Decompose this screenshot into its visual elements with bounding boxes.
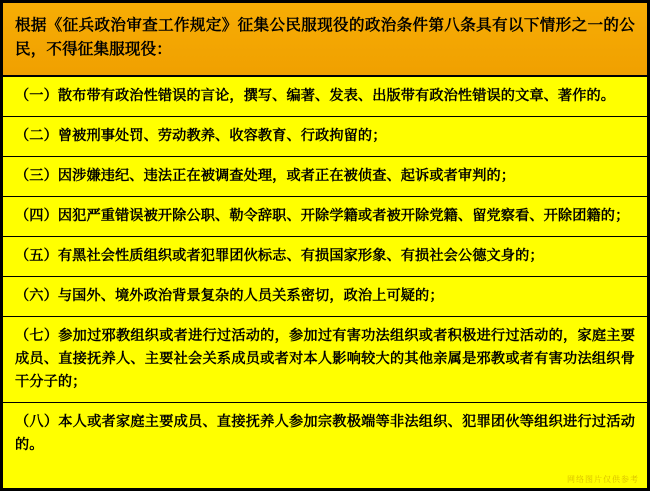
header-text: 根据《征兵政治审查工作规定》征集公民服现役的政治条件第八条具有以下情形之一的公民，不得征集服现役： (15, 16, 635, 59)
clause-item: （四）因犯严重错误被开除公职、勒令辞职、开除学籍或者被开除党籍、留党察看、开除团籍的； (3, 197, 647, 237)
watermark-text: 网络图片仅供参考 (567, 475, 639, 484)
clause-item: （六）与国外、境外政治背景复杂的人员关系密切，政治上可疑的； (3, 277, 647, 317)
clause-list (3, 77, 647, 465)
clause-item: （三）因涉嫌违纪、违法正在被调查处理，或者正在被侦查、起诉或者审判的； (3, 157, 647, 197)
clause-item: （七）参加过邪教组织或者进行过活动的，参加过有害功法组织或者积极进行过活动的，家庭主要成员、直接抚养人、主要社会关系成员或者对本人影响较大的其他亲属是邪教或者有害功法组织骨干分子的； (3, 317, 647, 403)
clause-item: （八）本人或者家庭主要成员、直接抚养人参加宗教极端等非法组织、犯罪团伙等组织进行过活动的。 (15, 414, 635, 453)
poster-header (3, 3, 647, 77)
clause-item: （五）有黑社会性质组织或者犯罪团伙标志、有损国家形象、有损社会公德文身的； (3, 237, 647, 277)
clause-item: （一）散布带有政治性错误的言论，撰写、编著、发表、出版带有政治性错误的文章、著作的。 (3, 77, 647, 117)
clause-item: （二）曾被刑事处罚、劳动教养、收容教育、行政拘留的； (3, 117, 647, 157)
